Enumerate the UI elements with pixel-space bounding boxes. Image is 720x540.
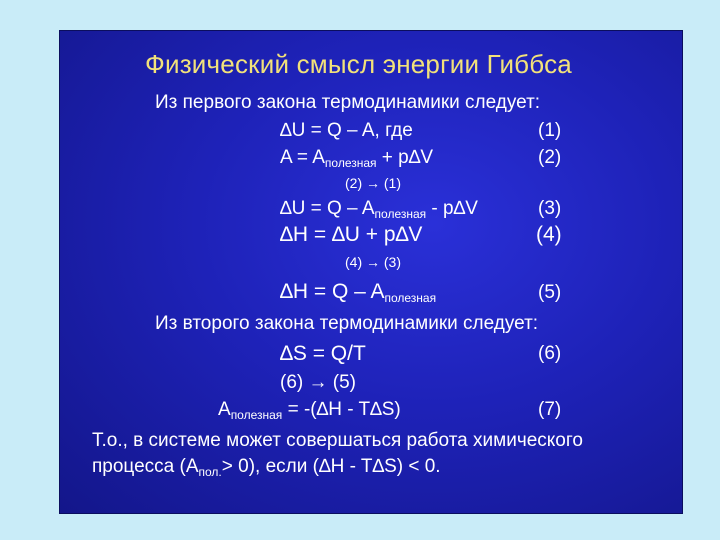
equation-4-number: (4) xyxy=(536,223,562,246)
substitution-step-1: (2) → (1) xyxy=(345,175,401,191)
equation-1: ∆U = Q – A, где xyxy=(280,120,413,141)
equation-7: $A_{полезная} = -(\Delta H - T\Delta S)$ xyxy=(218,399,401,422)
equation-5: ∆H = Q – Aполезная xyxy=(280,280,437,305)
substitution-step-3: (6) → (5) xyxy=(280,372,356,393)
equation-4: ∆H = ∆U + p∆V xyxy=(280,223,423,246)
conclusion-line-2: процесса $(A_{пол.}> 0)$, если (∆H - T∆S) < 0. xyxy=(92,456,441,479)
equation-6-number: (6) xyxy=(538,343,562,364)
slide-title: Физический смысл энергии Гиббса xyxy=(145,49,572,79)
equation-3-number: (3) xyxy=(538,198,562,219)
second-law-intro: Из второго закона термодинамики следует: xyxy=(155,313,539,334)
equation-6: ∆S = Q/T xyxy=(280,342,366,365)
conclusion-line-1: Т.о., в системе может совершаться работа химического xyxy=(92,430,583,451)
equation-1-number: (1) xyxy=(538,120,562,141)
equation-2: $A = A_{полезная} + p\Delta V$ xyxy=(280,147,434,170)
equation-7-number: (7) xyxy=(538,399,562,420)
first-law-intro: Из первого закона термодинамики следует: xyxy=(155,92,541,113)
equation-3: $\Delta U = Q - A_{полезная} - p\Delta V$ xyxy=(280,198,478,221)
equation-5-number: (5) xyxy=(538,282,562,303)
substitution-step-2: (4) → (3) xyxy=(345,254,401,270)
slide xyxy=(60,31,682,513)
equation-2-number: (2) xyxy=(538,147,562,168)
